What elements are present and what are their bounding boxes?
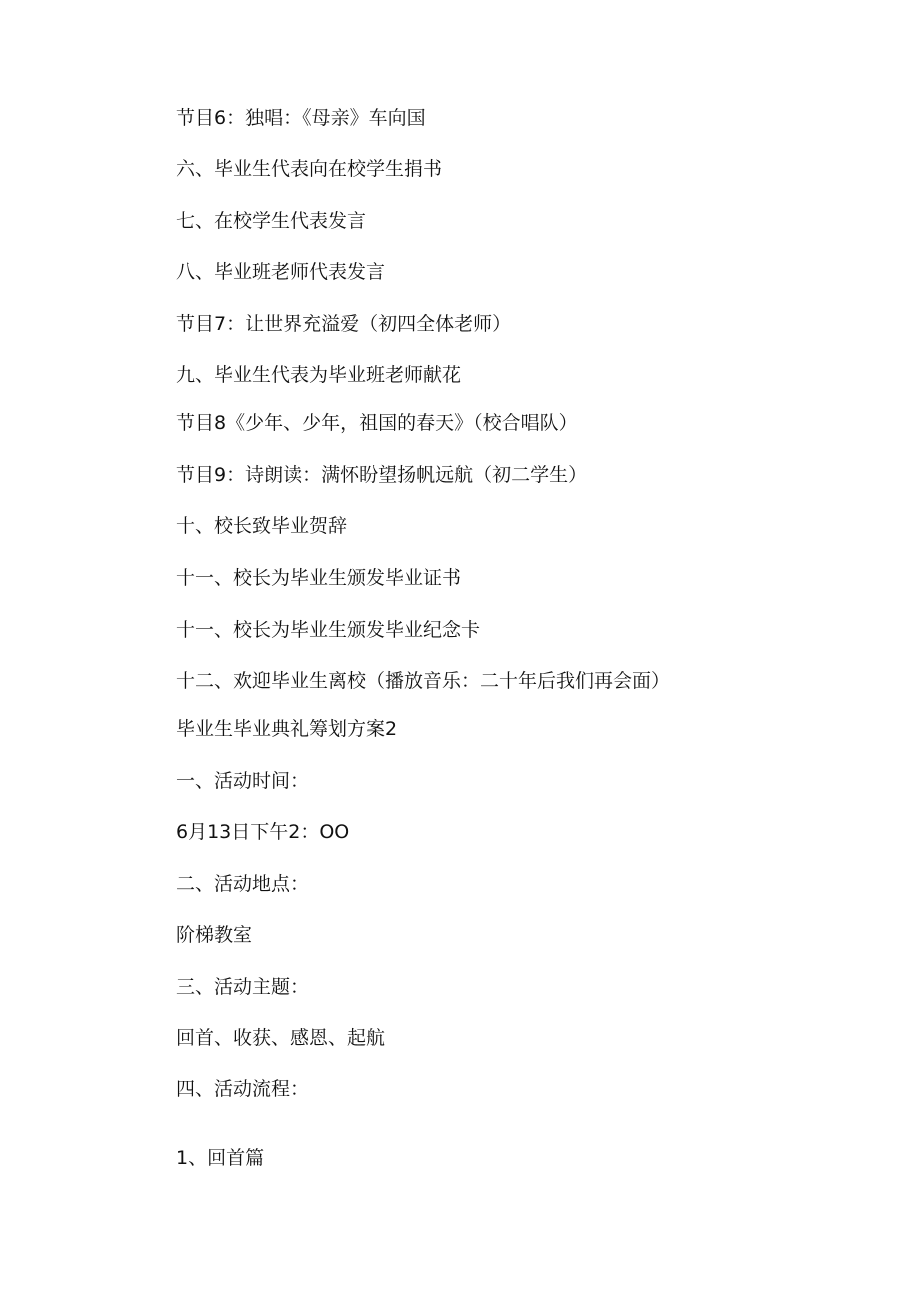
- program-item-9: 节目9：诗朗读：满怀盼望扬帆远航（初二学生）: [176, 464, 588, 486]
- section-item-6: 六、毕业生代表向在校学生捐书: [176, 158, 443, 180]
- activity-theme-value: 回首、收获、感恩、起航: [176, 1027, 386, 1049]
- section-item-11-certificate: 十一、校长为毕业生颁发毕业证书: [176, 567, 462, 589]
- program-item-6: 节目6：独唱：《母亲》车向国: [176, 107, 426, 129]
- activity-time-value: 6月13日下午2：OO: [176, 821, 350, 843]
- section-item-11-card: 十一、校长为毕业生颁发毕业纪念卡: [176, 619, 481, 641]
- section-item-12: 十二、欢迎毕业生离校（播放音乐：二十年后我们再会面）: [176, 670, 671, 692]
- section-item-7: 七、在校学生代表发言: [176, 210, 367, 232]
- activity-process-heading: 四、活动流程：: [176, 1078, 310, 1100]
- activity-time-heading: 一、活动时间：: [176, 770, 310, 792]
- program-item-8: 节目8《少年、少年，祖国的春天》（校合唱队）: [176, 412, 578, 434]
- activity-theme-heading: 三、活动主题：: [176, 976, 310, 998]
- program-item-7: 节目7：让世界充溢爱（初四全体老师）: [176, 313, 512, 335]
- activity-location-value: 阶梯教室: [176, 924, 253, 946]
- section-item-10: 十、校长致毕业贺辞: [176, 515, 348, 537]
- activity-location-heading: 二、活动地点：: [176, 873, 310, 895]
- section-item-8: 八、毕业班老师代表发言: [176, 261, 386, 283]
- section-item-9: 九、毕业生代表为毕业班老师献花: [176, 364, 462, 386]
- process-step-1: 1、回首篇: [176, 1147, 265, 1169]
- plan-2-title: 毕业生毕业典礼筹划方案2: [176, 718, 398, 740]
